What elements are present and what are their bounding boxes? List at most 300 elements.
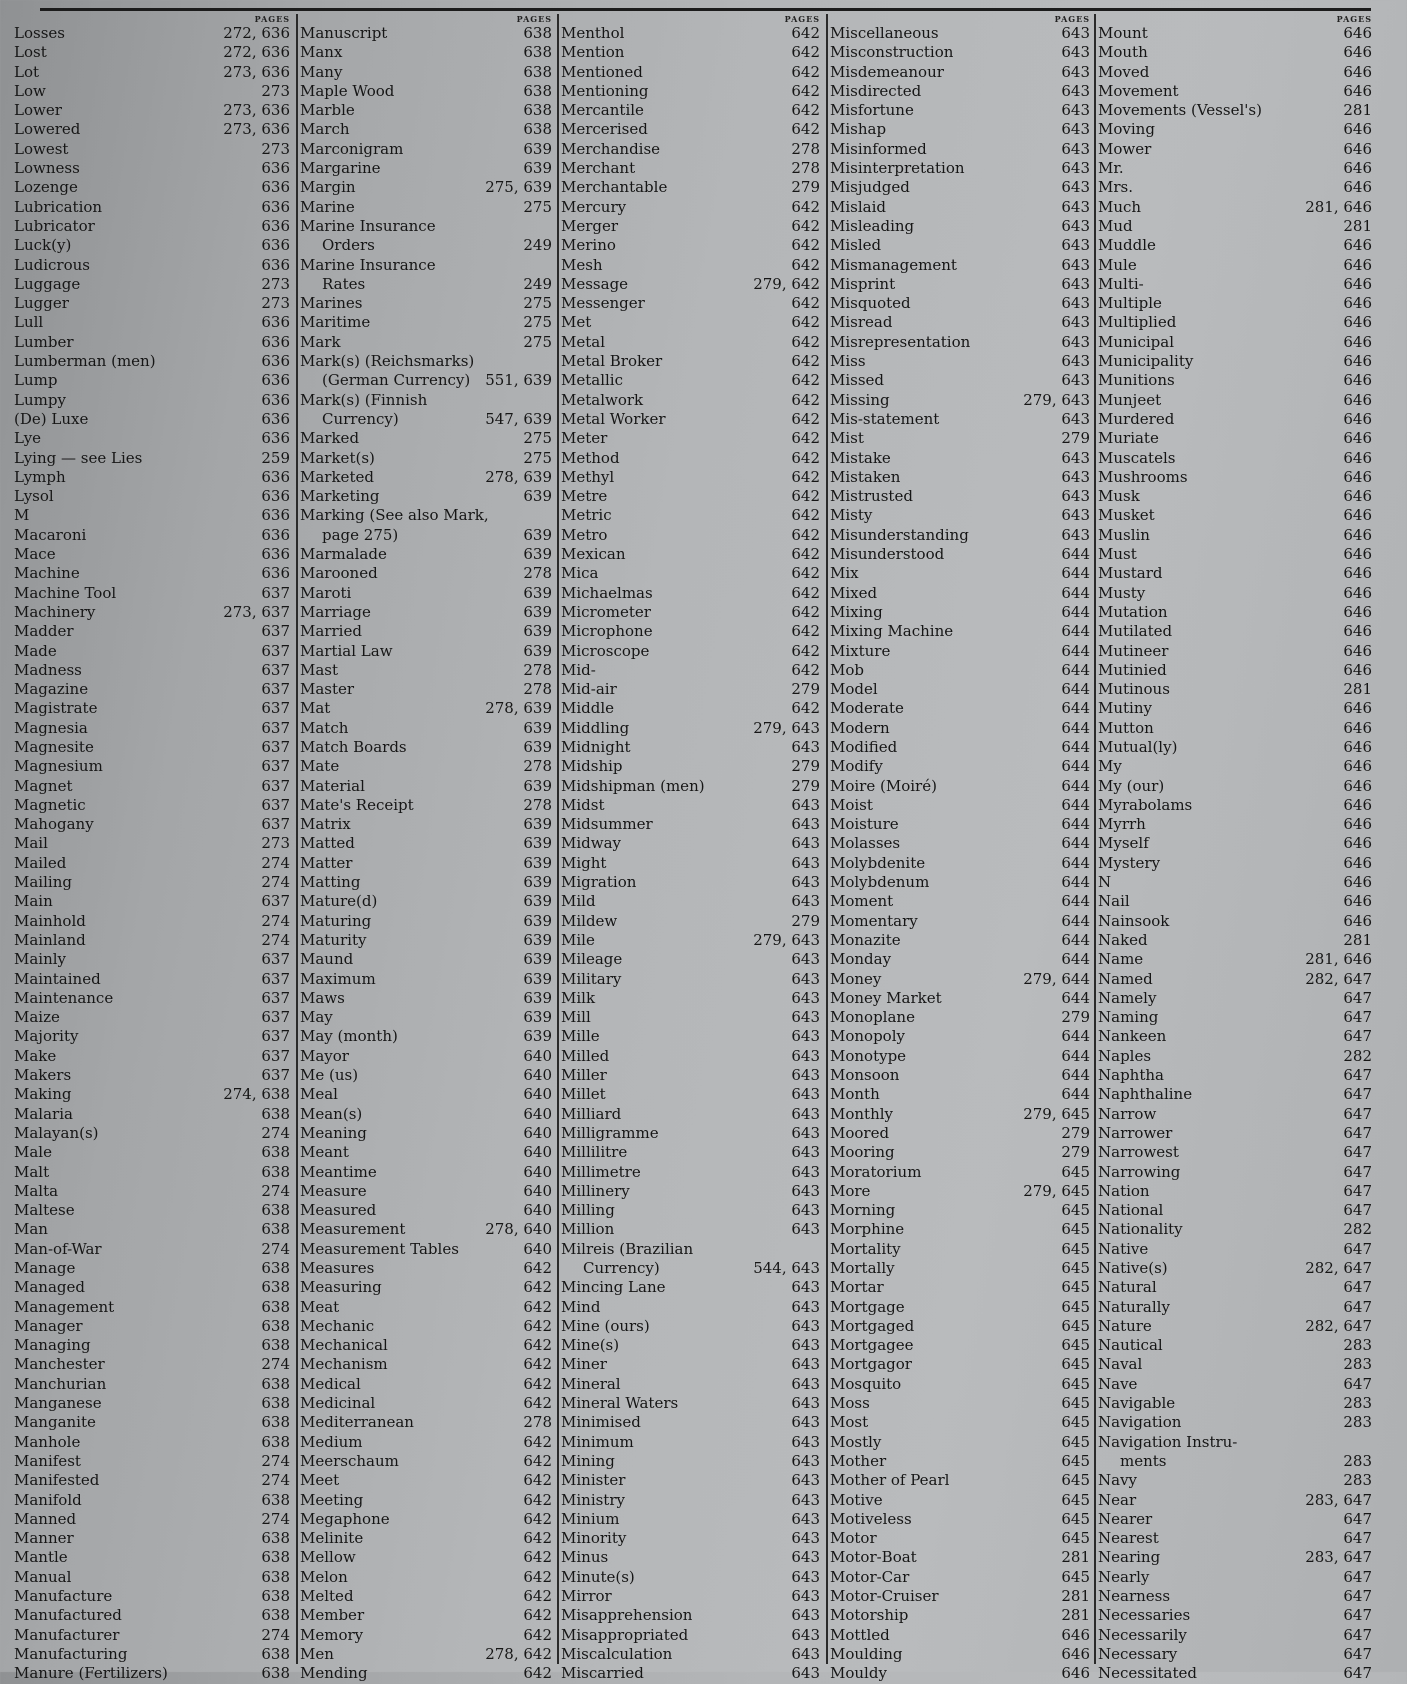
entry-pages: 278 bbox=[523, 660, 552, 679]
entry-term: Musket bbox=[1098, 506, 1155, 525]
index-entry bbox=[830, 101, 1094, 120]
entry-term: Mining bbox=[561, 1451, 615, 1470]
entry-term: Moved bbox=[1098, 62, 1150, 81]
entry-pages: 646 bbox=[1343, 409, 1372, 428]
entry-pages: 639 bbox=[523, 487, 552, 506]
index-entry bbox=[14, 198, 294, 217]
index-entry bbox=[561, 1047, 824, 1066]
entry-term: Model bbox=[830, 680, 878, 699]
entry-term: My bbox=[1098, 757, 1122, 776]
entry-pages: 643 bbox=[1061, 216, 1090, 235]
entry-pages: 644 bbox=[1061, 602, 1090, 621]
entry-pages: 642 bbox=[523, 1471, 552, 1490]
entry-term: Lumpy bbox=[14, 390, 66, 409]
index-entry bbox=[830, 1259, 1094, 1278]
entry-pages: 638 bbox=[261, 1336, 290, 1355]
entry-pages: 646 bbox=[1343, 545, 1372, 564]
entry-term: Magazine bbox=[14, 680, 89, 699]
entry-pages: 646 bbox=[1343, 159, 1372, 178]
entry-term: Methyl bbox=[561, 467, 615, 486]
entry-list bbox=[14, 24, 294, 1684]
index-entry bbox=[14, 1452, 294, 1471]
entry-term: Meal bbox=[300, 1085, 338, 1104]
entry-pages: 274 bbox=[261, 873, 290, 892]
entry-term: Mortgagor bbox=[830, 1355, 912, 1374]
index-entry bbox=[1098, 391, 1376, 410]
entry-term: Lost bbox=[14, 43, 47, 62]
entry-pages: 645 bbox=[1061, 1567, 1090, 1586]
index-entry bbox=[830, 815, 1094, 834]
index-column-5 bbox=[1098, 14, 1376, 1683]
entry-pages: 643 bbox=[1061, 139, 1090, 158]
entry-pages: 642 bbox=[791, 409, 820, 428]
entry-term: Lump bbox=[14, 371, 58, 390]
index-entry bbox=[300, 120, 556, 139]
entry-term: Money bbox=[830, 969, 882, 988]
index-entry bbox=[830, 294, 1094, 313]
index-entry bbox=[300, 487, 556, 506]
entry-term: Lull bbox=[14, 313, 44, 332]
entry-pages: 647 bbox=[1343, 1123, 1372, 1142]
entry-term: Meantime bbox=[300, 1162, 377, 1181]
entry-term: Michaelmas bbox=[561, 583, 653, 602]
entry-term: Mixing Machine bbox=[830, 622, 954, 641]
entry-pages: 642 bbox=[791, 120, 820, 139]
entry-term: Mis-statement bbox=[830, 409, 940, 428]
entry-pages: 643 bbox=[1061, 101, 1090, 120]
index-entry bbox=[1098, 526, 1376, 545]
entry-pages: 249 bbox=[523, 236, 552, 255]
entry-term: Misinformed bbox=[830, 139, 927, 158]
entry-term: Metal Worker bbox=[561, 409, 666, 428]
index-entry bbox=[1098, 1355, 1376, 1374]
entry-term: Manifold bbox=[14, 1490, 82, 1509]
index-entry bbox=[14, 950, 294, 969]
index-entry bbox=[830, 1491, 1094, 1510]
index-entry bbox=[830, 506, 1094, 525]
entry-pages: 642 bbox=[791, 448, 820, 467]
entry-pages: 637 bbox=[261, 1008, 290, 1027]
index-entry bbox=[1098, 1645, 1376, 1664]
entry-pages: 645 bbox=[1061, 1451, 1090, 1470]
entry-term: Mr. bbox=[1098, 159, 1124, 178]
index-entry bbox=[561, 777, 824, 796]
entry-term: Mentioning bbox=[561, 81, 649, 100]
index-entry bbox=[830, 217, 1094, 236]
entry-pages: 642 bbox=[523, 1355, 552, 1374]
index-entry bbox=[561, 1124, 824, 1143]
entry-pages: 281 bbox=[1343, 101, 1372, 120]
index-entry bbox=[830, 545, 1094, 564]
entry-term: Lysol bbox=[14, 487, 54, 506]
pages-header: PAGES bbox=[1336, 14, 1372, 24]
index-entry bbox=[300, 1085, 556, 1104]
index-entry bbox=[1098, 1664, 1376, 1683]
index-entry bbox=[561, 1433, 824, 1452]
index-entry bbox=[561, 970, 824, 989]
index-entry bbox=[14, 275, 294, 294]
entry-pages: 647 bbox=[1343, 1278, 1372, 1297]
entry-pages: 639 bbox=[523, 602, 552, 621]
index-entry bbox=[1098, 429, 1376, 448]
entry-term: Manage bbox=[14, 1259, 76, 1277]
entry-pages: 643 bbox=[791, 1104, 820, 1123]
entry-term: Minium bbox=[561, 1509, 620, 1528]
index-entry bbox=[561, 1413, 824, 1432]
index-entry bbox=[561, 333, 824, 352]
entry-pages: 637 bbox=[261, 969, 290, 988]
index-entry bbox=[14, 1220, 294, 1239]
entry-pages: 642 bbox=[791, 197, 820, 216]
entry-term: Lowness bbox=[14, 159, 80, 178]
entry-pages: 275 bbox=[523, 197, 552, 216]
entry-pages: 643 bbox=[791, 1664, 820, 1683]
entry-pages: 547, 639 bbox=[485, 409, 552, 428]
index-entry bbox=[1098, 1336, 1376, 1355]
column-divider bbox=[296, 14, 298, 1664]
entry-pages: 646 bbox=[1343, 120, 1372, 139]
entry-term: Meat bbox=[300, 1297, 340, 1316]
entry-term: Martial Law bbox=[300, 641, 393, 660]
entry-term: Maltese bbox=[14, 1201, 75, 1220]
entry-pages: 637 bbox=[261, 680, 290, 699]
entry-pages: 279, 644 bbox=[1023, 969, 1090, 988]
entry-pages: 643 bbox=[791, 1413, 820, 1432]
index-entry bbox=[830, 892, 1094, 911]
entry-term: Midnight bbox=[561, 737, 631, 756]
entry-term: Maturity bbox=[300, 930, 367, 949]
entry-term: Mille bbox=[561, 1027, 600, 1046]
entry-pages: 643 bbox=[791, 873, 820, 892]
entry-term: Midway bbox=[561, 834, 622, 853]
entry-term: Manufactured bbox=[14, 1606, 122, 1625]
entry-pages: 643 bbox=[791, 853, 820, 872]
entry-term: Manufacturing bbox=[14, 1644, 128, 1663]
entry-pages: 643 bbox=[1061, 332, 1090, 351]
index-entry bbox=[561, 506, 824, 525]
index-entry bbox=[561, 642, 824, 661]
entry-term: Mutilated bbox=[1098, 622, 1173, 641]
entry-term: Malta bbox=[14, 1181, 59, 1200]
index-entry bbox=[830, 371, 1094, 390]
index-entry bbox=[300, 178, 556, 197]
index-entry bbox=[1098, 1433, 1376, 1452]
index-entry bbox=[1098, 1163, 1376, 1182]
entry-term: Naming bbox=[1098, 1008, 1159, 1027]
index-entry bbox=[830, 699, 1094, 718]
index-entry bbox=[14, 931, 294, 950]
index-entry bbox=[1098, 159, 1376, 178]
entry-term: Miscalculation bbox=[561, 1644, 673, 1663]
entry-term: Micrometer bbox=[561, 602, 651, 621]
entry-pages: 646 bbox=[1343, 737, 1372, 756]
entry-pages: 274, 638 bbox=[223, 1085, 290, 1104]
entry-pages: 647 bbox=[1343, 1008, 1372, 1027]
entry-term: Narrowest bbox=[1098, 1143, 1179, 1162]
entry-pages: 646 bbox=[1343, 583, 1372, 602]
entry-term: Marines bbox=[300, 294, 363, 313]
entry-pages: 639 bbox=[523, 892, 552, 911]
index-entry bbox=[830, 777, 1094, 796]
index-entry bbox=[1098, 1085, 1376, 1104]
entry-term: Named bbox=[1098, 969, 1153, 988]
entry-term: Lubricator bbox=[14, 216, 95, 235]
entry-pages: 640 bbox=[523, 1104, 552, 1123]
entry-term: (German Currency) bbox=[322, 371, 471, 390]
entry-pages: 642 bbox=[791, 390, 820, 409]
index-entry bbox=[830, 1124, 1094, 1143]
index-entry bbox=[14, 1182, 294, 1201]
entry-term: Machine bbox=[14, 564, 80, 583]
entry-pages: 645 bbox=[1061, 1509, 1090, 1528]
index-entry bbox=[561, 1664, 824, 1683]
index-entry bbox=[1098, 950, 1376, 969]
entry-term: Mixed bbox=[830, 583, 878, 602]
index-entry bbox=[561, 1606, 824, 1625]
index-entry bbox=[300, 140, 556, 159]
entry-pages: 644 bbox=[1061, 718, 1090, 737]
index-entry bbox=[300, 198, 556, 217]
entry-pages: 647 bbox=[1343, 1606, 1372, 1625]
entry-pages: 643 bbox=[791, 950, 820, 969]
index-entry bbox=[14, 1278, 294, 1297]
index-entry bbox=[14, 1394, 294, 1413]
index-entry bbox=[561, 313, 824, 332]
entry-pages: 281 bbox=[1061, 1587, 1090, 1606]
index-entry bbox=[300, 159, 556, 178]
entry-term: Mill bbox=[561, 1008, 591, 1027]
index-entry bbox=[830, 236, 1094, 255]
entry-term: Misinterpretation bbox=[830, 159, 965, 178]
entry-pages: 643 bbox=[791, 1008, 820, 1027]
entry-term: Currency) bbox=[322, 409, 399, 428]
entry-term: Merino bbox=[561, 236, 616, 255]
index-entry bbox=[14, 1587, 294, 1606]
entry-term: Motive bbox=[830, 1490, 883, 1509]
index-entry bbox=[14, 1433, 294, 1452]
entry-pages: 647 bbox=[1343, 1374, 1372, 1393]
entry-term: Native(s) bbox=[1098, 1259, 1168, 1277]
entry-pages: 642 bbox=[791, 101, 820, 120]
entry-pages: 642 bbox=[523, 1529, 552, 1548]
index-entry bbox=[830, 1413, 1094, 1432]
entry-pages: 642 bbox=[523, 1490, 552, 1509]
index-entry bbox=[830, 198, 1094, 217]
entry-term: (De) Luxe bbox=[14, 409, 89, 428]
entry-term: Milligramme bbox=[561, 1123, 659, 1142]
index-entry bbox=[300, 1452, 556, 1471]
entry-pages: 646 bbox=[1343, 660, 1372, 679]
entry-pages: 646 bbox=[1343, 911, 1372, 930]
entry-pages: 643 bbox=[1061, 448, 1090, 467]
index-entry bbox=[561, 564, 824, 583]
entry-term: Mortar bbox=[830, 1278, 884, 1297]
entry-term: Monopoly bbox=[830, 1027, 905, 1046]
index-entry bbox=[1098, 757, 1376, 776]
entry-term: Lye bbox=[14, 429, 42, 448]
entry-pages: 278 bbox=[523, 680, 552, 699]
entry-pages: 646 bbox=[1343, 853, 1372, 872]
entry-term: Munjeet bbox=[1098, 390, 1162, 409]
entry-pages: 644 bbox=[1061, 660, 1090, 679]
entry-pages: 643 bbox=[791, 1471, 820, 1490]
index-entry bbox=[14, 1047, 294, 1066]
index-entry bbox=[561, 1548, 824, 1567]
entry-term: Managing bbox=[14, 1336, 91, 1355]
entry-term: Milk bbox=[561, 988, 596, 1007]
index-entry bbox=[300, 1163, 556, 1182]
index-entry bbox=[14, 101, 294, 120]
entry-pages: 642 bbox=[791, 583, 820, 602]
entry-pages: 646 bbox=[1343, 834, 1372, 853]
entry-term: Mutiny bbox=[1098, 699, 1152, 718]
entry-term: Mosquito bbox=[830, 1374, 902, 1393]
entry-pages: 643 bbox=[791, 1316, 820, 1335]
index-entry bbox=[561, 410, 824, 429]
entry-term: Momentary bbox=[830, 911, 918, 930]
entry-term: Milliard bbox=[561, 1104, 622, 1123]
index-entry bbox=[1098, 275, 1376, 294]
entry-pages: 643 bbox=[1061, 506, 1090, 525]
entry-term: May (month) bbox=[300, 1027, 398, 1046]
index-entry bbox=[14, 178, 294, 197]
entry-term: Measuring bbox=[300, 1278, 382, 1297]
index-entry bbox=[14, 449, 294, 468]
entry-pages: 643 bbox=[791, 1046, 820, 1065]
entry-term: Magistrate bbox=[14, 699, 98, 718]
index-entry bbox=[830, 989, 1094, 1008]
entry-pages: 636 bbox=[261, 159, 290, 178]
index-entry bbox=[14, 699, 294, 718]
index-entry bbox=[830, 63, 1094, 82]
entry-pages: 646 bbox=[1343, 718, 1372, 737]
entry-term: Metal Broker bbox=[561, 352, 663, 371]
entry-pages: 642 bbox=[523, 1394, 552, 1413]
index-entry bbox=[830, 1163, 1094, 1182]
entry-pages: 636 bbox=[261, 178, 290, 197]
entry-pages: 638 bbox=[523, 120, 552, 139]
index-entry bbox=[1098, 854, 1376, 873]
entry-term: Lozenge bbox=[14, 178, 78, 197]
entry-term: Naphtha bbox=[1098, 1066, 1164, 1085]
index-entry bbox=[1098, 487, 1376, 506]
entry-pages: 282, 647 bbox=[1305, 1316, 1372, 1335]
entry-pages: 642 bbox=[791, 236, 820, 255]
entry-pages: 643 bbox=[791, 1374, 820, 1393]
index-entry bbox=[830, 1375, 1094, 1394]
pages-header: PAGES bbox=[516, 14, 552, 24]
index-entry bbox=[830, 603, 1094, 622]
entry-pages: 646 bbox=[1343, 757, 1372, 776]
index-entry bbox=[1098, 217, 1376, 236]
index-entry bbox=[830, 1606, 1094, 1625]
entry-term: Moisture bbox=[830, 815, 899, 834]
entry-term: Monoplane bbox=[830, 1008, 915, 1027]
entry-pages: 281, 646 bbox=[1305, 950, 1372, 969]
index-entry bbox=[830, 1240, 1094, 1259]
entry-pages: 275 bbox=[523, 448, 552, 467]
entry-term: Nave bbox=[1098, 1374, 1138, 1393]
entry-pages: 647 bbox=[1343, 1085, 1372, 1104]
index-entry bbox=[14, 661, 294, 680]
index-entry bbox=[561, 391, 824, 410]
entry-pages: 640 bbox=[523, 1085, 552, 1104]
entry-term: Mean(s) bbox=[300, 1104, 363, 1123]
index-entry bbox=[14, 1355, 294, 1374]
entry-pages: 638 bbox=[261, 1567, 290, 1586]
entry-term: Millilitre bbox=[561, 1143, 628, 1162]
entry-term: Necessaries bbox=[1098, 1606, 1191, 1625]
entry-term: Mid-air bbox=[561, 680, 617, 699]
index-entry bbox=[830, 564, 1094, 583]
entry-term: Moire (Moiré) bbox=[830, 776, 937, 795]
index-entry bbox=[14, 24, 294, 43]
entry-term: Mistrusted bbox=[830, 487, 913, 506]
entry-pages: 646 bbox=[1343, 525, 1372, 544]
entry-term: Motiveless bbox=[830, 1509, 912, 1528]
entry-pages: 273, 636 bbox=[223, 62, 290, 81]
index-entry bbox=[830, 796, 1094, 815]
entry-term: Mud bbox=[1098, 216, 1133, 235]
index-entry bbox=[1098, 1240, 1376, 1259]
entry-pages: 273 bbox=[261, 834, 290, 853]
entry-pages: 636 bbox=[261, 506, 290, 525]
entry-pages: 646 bbox=[1343, 429, 1372, 448]
entry-term: Nankeen bbox=[1098, 1027, 1167, 1046]
index-entry bbox=[830, 873, 1094, 892]
index-entry bbox=[300, 738, 556, 757]
index-entry bbox=[1098, 545, 1376, 564]
entry-term: Mainly bbox=[14, 950, 67, 969]
index-entry bbox=[1098, 1568, 1376, 1587]
index-entry bbox=[1098, 352, 1376, 371]
entry-term: Lymph bbox=[14, 467, 66, 486]
entry-pages: 644 bbox=[1061, 545, 1090, 564]
entry-pages: 644 bbox=[1061, 776, 1090, 795]
entry-term: Nearing bbox=[1098, 1548, 1161, 1567]
index-entry bbox=[561, 1529, 824, 1548]
entry-term: Milling bbox=[561, 1201, 615, 1220]
entry-pages: 645 bbox=[1061, 1297, 1090, 1316]
index-entry bbox=[300, 1510, 556, 1529]
entry-term: Market(s) bbox=[300, 448, 375, 467]
entry-pages: 637 bbox=[261, 660, 290, 679]
index-entry bbox=[300, 429, 556, 448]
entry-term: Mantle bbox=[14, 1548, 68, 1567]
index-entry bbox=[1098, 506, 1376, 525]
entry-term: Moored bbox=[830, 1123, 890, 1142]
entry-term: Measure bbox=[300, 1181, 367, 1200]
entry-term: Necessarily bbox=[1098, 1625, 1187, 1644]
index-entry bbox=[300, 236, 556, 255]
entry-term: Marketed bbox=[300, 467, 374, 486]
entry-term: Month bbox=[830, 1085, 880, 1104]
entry-pages: 278, 640 bbox=[485, 1220, 552, 1239]
entry-term: Marketing bbox=[300, 487, 380, 506]
entry-pages: 644 bbox=[1061, 911, 1090, 930]
entry-pages: 646 bbox=[1343, 274, 1372, 293]
entry-pages: 274 bbox=[261, 1625, 290, 1644]
entry-term: page 275) bbox=[322, 525, 399, 544]
entry-pages: 646 bbox=[1343, 776, 1372, 795]
entry-term: Most bbox=[830, 1413, 869, 1432]
entry-pages: 642 bbox=[523, 1548, 552, 1567]
entry-pages: 637 bbox=[261, 1046, 290, 1065]
entry-list bbox=[1098, 24, 1376, 1684]
entry-term: Lot bbox=[14, 62, 40, 81]
entry-term: Much bbox=[1098, 197, 1142, 216]
entry-pages: 281 bbox=[1061, 1606, 1090, 1625]
